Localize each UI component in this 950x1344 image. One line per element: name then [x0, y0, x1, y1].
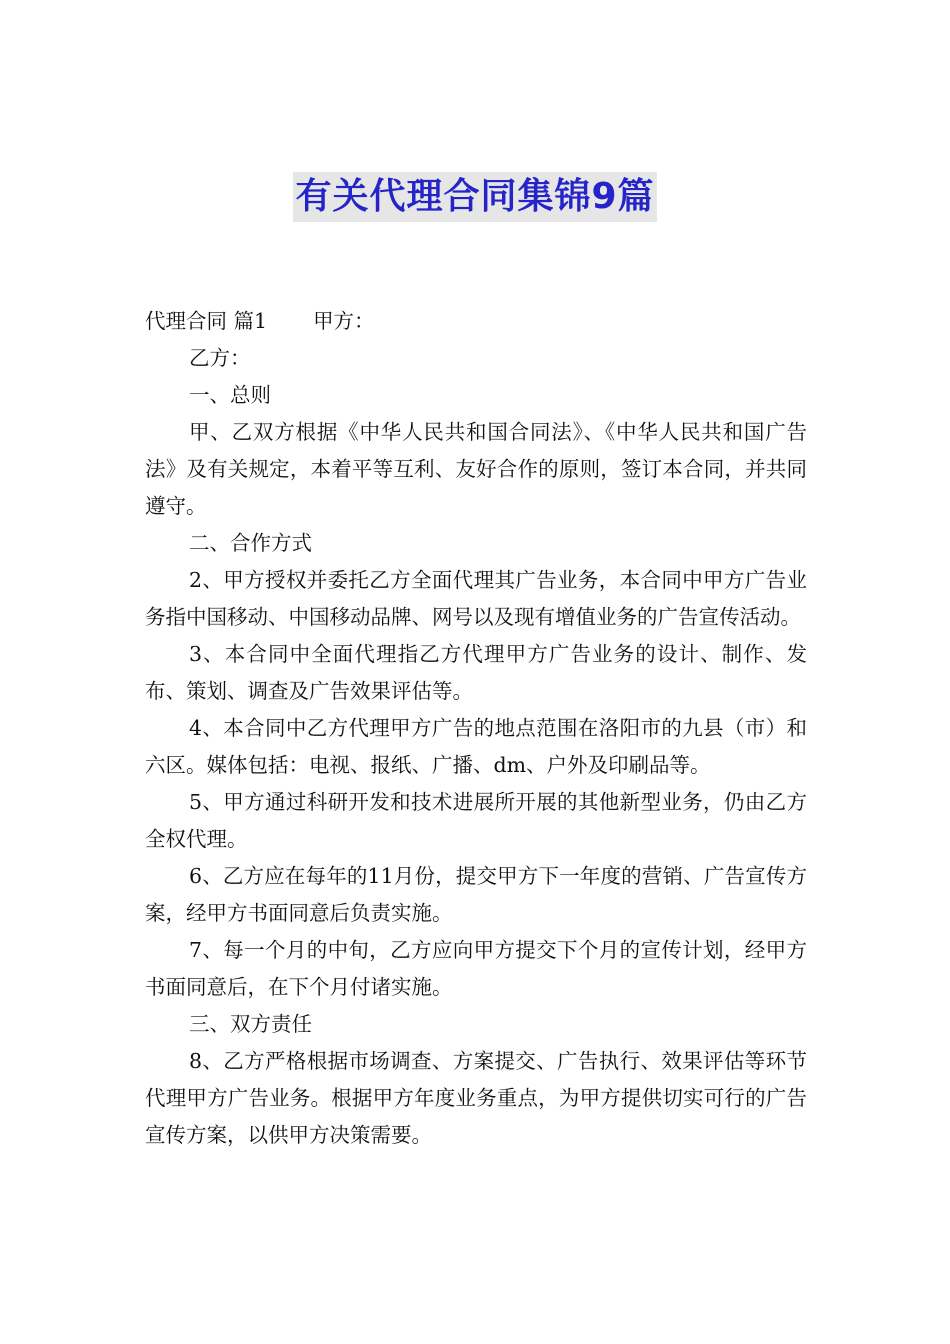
party-a-label: 甲方： — [313, 309, 375, 333]
document-body — [145, 303, 807, 1154]
section-heading: 三、双方责任 — [189, 1012, 312, 1036]
paragraph: 2、甲方授权并委托乙方全面代理其广告业务，本合同中甲方广告业务指中国移动、中国移动品牌、网号以及现有增值业务的广告宣传活动。 — [145, 568, 807, 629]
paragraph: 3、本合同中全面代理指乙方代理甲方广告业务的设计、制作、发布、策划、调查及广告效果评估等。 — [145, 642, 807, 703]
paragraph: 6、乙方应在每年的11月份，提交甲方下一年度的营销、广告宣传方案，经甲方书面同意后负责实施。 — [145, 864, 807, 925]
title-area — [0, 172, 950, 222]
document-title: 有关代理合同集锦9篇 — [293, 172, 656, 222]
paragraph: 甲、乙双方根据《中华人民共和国合同法》、《中华人民共和国广告法》及有关规定，本着平等互利、友好合作的原则，签订本合同，并共同遵守。 — [145, 420, 807, 518]
paragraph: 8、乙方严格根据市场调查、方案提交、广告执行、效果评估等环节代理甲方广告业务。根据甲方年度业务重点，为甲方提供切实可行的广告宣传方案，以供甲方决策需要。 — [145, 1049, 807, 1147]
paragraph: 4、本合同中乙方代理甲方广告的地点范围在洛阳市的九县（市）和六区。媒体包括：电视、报纸、广播、dm、户外及印刷品等。 — [145, 716, 807, 777]
contract-heading-line — [145, 303, 807, 340]
section-heading: 一、总则 — [189, 383, 271, 407]
paragraph: 7、每一个月的中旬，乙方应向甲方提交下个月的宣传计划，经甲方书面同意后，在下个月付诸实施。 — [145, 938, 807, 999]
paragraph: 5、甲方通过科研开发和技术进展所开展的其他新型业务，仍由乙方全权代理。 — [145, 790, 807, 851]
party-b-label: 乙方： — [189, 346, 251, 370]
section-heading: 二、合作方式 — [189, 531, 312, 555]
contract-heading: 代理合同 篇1 — [145, 309, 268, 333]
